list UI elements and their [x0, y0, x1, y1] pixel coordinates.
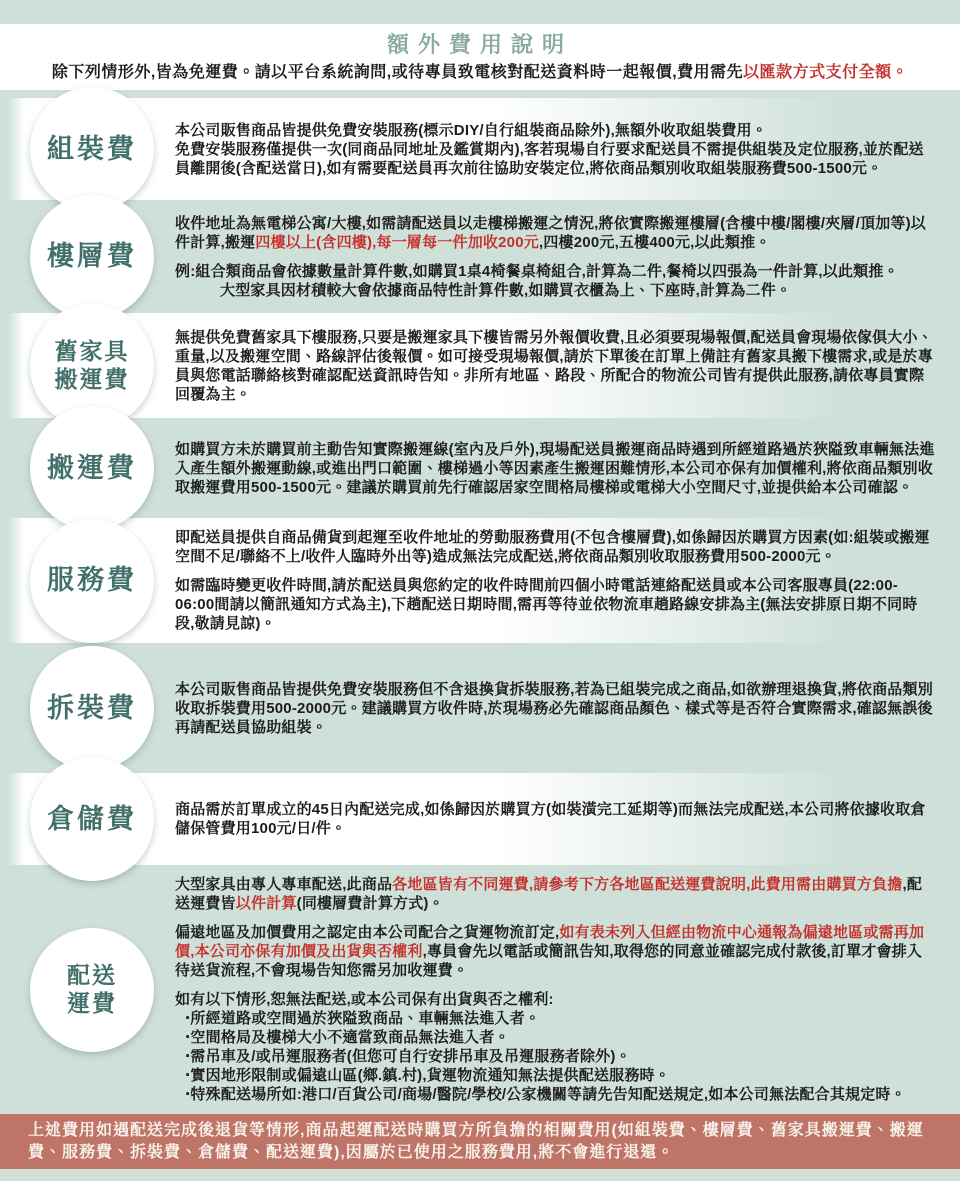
highlighted-text: 如有表未列入但經由物流中心通報為偏遠地區或需再加價,本公司亦保有加價及出貨與否權利	[175, 924, 925, 960]
fee-badge-label	[47, 564, 137, 596]
text-run: ,四樓200元,五樓400元,以此類推。	[538, 233, 771, 251]
fee-paragraph	[175, 440, 936, 497]
text-run: (同樓層費計算方式)。	[296, 895, 444, 912]
footer-note: 上述費用如遇配送完成後退貨等情形,商品起運配送時購買方所負擔的相關費用(如組裝費、樓層費、舊家具搬運費、搬運費、服務費、拆裝費、倉儲費、配送運費),因屬於已使用之服務費用,將不會進行退還。	[0, 1114, 960, 1169]
fee-paragraph	[175, 680, 936, 737]
page-title: 額外費用說明	[386, 32, 573, 57]
fee-badge	[30, 87, 154, 211]
fee-paragraph	[175, 140, 936, 178]
text-run: 即配送員提供自商品備貨到起運至收件地址的勞動服務費用(不包含樓層費),如係歸因於購買方因素(如:組裝或搬運空間不足/聯絡不上/收件人臨時外出等)造成無法完成配送,將依商品類別收取服務費用500-2000元。	[175, 529, 930, 565]
text-run: ,配送運費皆	[175, 876, 923, 912]
fee-paragraph	[175, 1009, 936, 1028]
fee-paragraph	[175, 1066, 936, 1085]
text-run: 例:組合類商品會依據數量計算件數,如購買1桌4椅餐桌椅組合,計算為二件,餐椅以四張為一件計算,以此類推。	[175, 262, 899, 280]
fee-badge	[30, 928, 154, 1052]
fee-badge	[30, 757, 154, 881]
fee-badge-line: 運費	[67, 989, 117, 1016]
fee-paragraph	[175, 528, 936, 566]
fee-description	[175, 800, 936, 838]
fee-section-storage-fee	[0, 773, 960, 865]
text-run: ‧特殊配送場所如:港口/百貨公司/商場/醫院/學校/公家機關等請先告知配送規定,如本公司無法配合其規定時。	[185, 1086, 906, 1103]
fee-description	[175, 875, 936, 1104]
text-run: 商品需於訂單成立的45日內配送完成,如係歸因於購買方(如裝潢完工延期等)而無法完成配送,本公司將依據收取倉儲保管費用100元/日/件。	[175, 801, 926, 837]
fee-badge-label	[47, 133, 137, 165]
fee-paragraph	[175, 576, 936, 633]
text-run: ‧實因地形限制或偏遠山區(鄉.鎮.村),貨運物流通知無法提供配送服務時。	[185, 1067, 670, 1084]
fee-badge-label	[47, 692, 137, 724]
text-run: 如需臨時變更收件時間,請於配送員與您約定的收件時間前四個小時電話連絡配送員或本公司客服專員(22:00-06:00間請以簡訊通知方式為主),下趟配送日期時間,需再等待並依物流車趟路線安排為主(無法安排原日期不同時段,敬請見諒)。	[175, 577, 918, 632]
fee-paragraph	[175, 121, 936, 140]
highlighted-text: 四樓以上(含四樓),每一層每一件加收200元	[255, 233, 539, 251]
text-run: 本公司販售商品皆提供免費安裝服務(標示DIY/自行組裝商品除外),無額外收取組裝費用。	[175, 121, 767, 139]
fee-paragraph	[175, 328, 936, 404]
fee-sections	[0, 98, 960, 1114]
text-run: ‧需吊車及/或吊運服務者(但您可自行安排吊車及吊運服務者除外)。	[185, 1048, 631, 1065]
fee-paragraph	[175, 1047, 936, 1066]
text-run: 無提供免費舊家具下樓服務,只要是搬運家具下樓皆需另外報價收費,且必須要現場報價,配送員會現場依傢俱大小、重量,以及搬運空間、路線評估後報價。如可接受現場報價,請於下單後在訂單上備註有舊家具搬下樓需求,或是於專員與您電話聯絡核對確認配送資訊時告知。非所有地區、路段、所配合的物流公司皆有提供此服務,請依專員實際回覆為主。	[175, 328, 933, 403]
text-run: 除下列情形外,皆為免運費。請以平台系統詢問,或待專員致電核對配送資料時一起報價,費用需先	[51, 64, 744, 81]
bottom-strip	[0, 1169, 960, 1181]
fee-badge	[30, 195, 154, 319]
text-run: ‧所經道路或空間過於狹隘致商品、車輛無法進入者。	[185, 1010, 541, 1027]
fee-description	[175, 121, 936, 178]
fee-badge-line: 服務費	[47, 565, 137, 596]
text-run: 如購買方未於購買前主動告知實際搬運線(室內及戶外),現場配送員搬運商品時遇到所經道路過於狹隘致車輛無法進入產生額外搬運動線,或進出門口範圍、樓梯過小等因素產生搬運困難情形,本公司亦保有加價權利,將依商品類別收取搬運費用500-1500元。建議於購買前先行確認居家空間格局樓梯或電梯大小空間尺寸,並提供給本公司確認。	[175, 440, 935, 496]
fee-description	[175, 440, 936, 497]
fee-section-disassembly-fee	[0, 643, 960, 773]
text-run: 收件地址為無電梯公寓/大樓,如需請配送員以走樓梯搬運之情況,將依實際搬運樓層(含樓中樓/閣樓/夾層/頂加等)以件計算,搬運	[175, 214, 927, 251]
fee-badge-line: 倉儲費	[47, 803, 137, 834]
fee-section-delivery-fee	[0, 865, 960, 1114]
fee-paragraph	[175, 875, 936, 913]
fee-description	[175, 680, 936, 737]
fee-section-service-fee	[0, 518, 960, 643]
fee-paragraph	[175, 990, 936, 1009]
fee-paragraph	[175, 923, 936, 980]
fee-badge-label	[47, 452, 137, 484]
fee-badge-line: 組裝費	[47, 133, 137, 164]
fee-paragraph	[175, 800, 936, 838]
highlighted-text: 各地區皆有不同運費,請參考下方各地區配送運費說明,此費用需由購買方負擔	[392, 876, 903, 893]
fee-section-old-furniture-moving-fee	[0, 313, 960, 418]
fee-description	[175, 214, 936, 300]
fee-section-moving-fee	[0, 418, 960, 518]
fee-paragraph	[175, 262, 936, 281]
top-strip	[0, 0, 960, 24]
fee-paragraph	[175, 1085, 936, 1104]
fee-badge-label	[47, 240, 137, 272]
fee-badge-line: 拆裝費	[47, 692, 137, 723]
fee-section-floor-fee	[0, 200, 960, 313]
fee-badge	[30, 646, 154, 770]
fee-badge-line: 搬運費	[47, 452, 137, 483]
fee-badge-line: 搬運費	[54, 365, 130, 392]
fee-badge-label	[55, 338, 130, 393]
highlighted-text: 以匯款方式支付全額。	[743, 64, 909, 81]
intro-text	[10, 61, 950, 84]
text-run: 本公司販售商品皆提供免費安裝服務但不含退換貨拆裝服務,若為已組裝完成之商品,如欲辦理退換貨,將依商品類別收取拆裝費用500-2000元。建議購買方收件時,於現場務必先確認商品顏色、樣式等是否符合實際需求,確認無誤後再請配送員協助組裝。	[175, 680, 933, 736]
fee-badge-line: 樓層費	[47, 241, 137, 272]
highlighted-text: 以件計算	[235, 895, 297, 912]
fee-badge-label	[47, 803, 137, 835]
fee-badge-line: 舊家具	[54, 337, 130, 364]
text-run: 大型家具由專人專車配送,此商品	[175, 876, 393, 893]
fee-badge	[30, 406, 154, 530]
fee-badge-label	[67, 962, 117, 1017]
text-run: 大型家具因材積較大會依據商品特性計算件數,如購買衣櫃為上、下座時,計算為二件。	[220, 281, 792, 299]
title-block	[0, 24, 960, 90]
fee-paragraph	[175, 214, 936, 252]
fee-paragraph	[175, 1028, 936, 1047]
fee-paragraph	[175, 281, 936, 300]
fee-badge-line: 配送	[67, 961, 117, 988]
fee-description	[175, 528, 936, 633]
text-run: 免費安裝服務僅提供一次(同商品同地址及鑑賞期內),客若現場自行要求配送員不需提供組裝及定位服務,並於配送員離開後(含配送當日),如有需要配送員再次前往協助安裝定位,將依商品類別收取組裝服務費500-1500元。	[175, 140, 924, 177]
text-run: 如有以下情形,恕無法配送,或本公司保有出貨與否之權利:	[175, 991, 554, 1008]
fee-section-assembly-fee	[0, 98, 960, 200]
text-run: ,專員會先以電話或簡訊告知,取得您的同意並確認完成付款後,訂單才會排入待送貨流程,不會現場告知您需另加收運費。	[175, 943, 923, 979]
text-run: 偏遠地區及加價費用之認定由本公司配合之貨運物流訂定,	[175, 924, 560, 941]
fee-badge	[30, 519, 154, 643]
text-run: ‧空間格局及樓梯大小不適當致商品無法進入者。	[185, 1029, 510, 1046]
fee-description	[175, 328, 936, 404]
